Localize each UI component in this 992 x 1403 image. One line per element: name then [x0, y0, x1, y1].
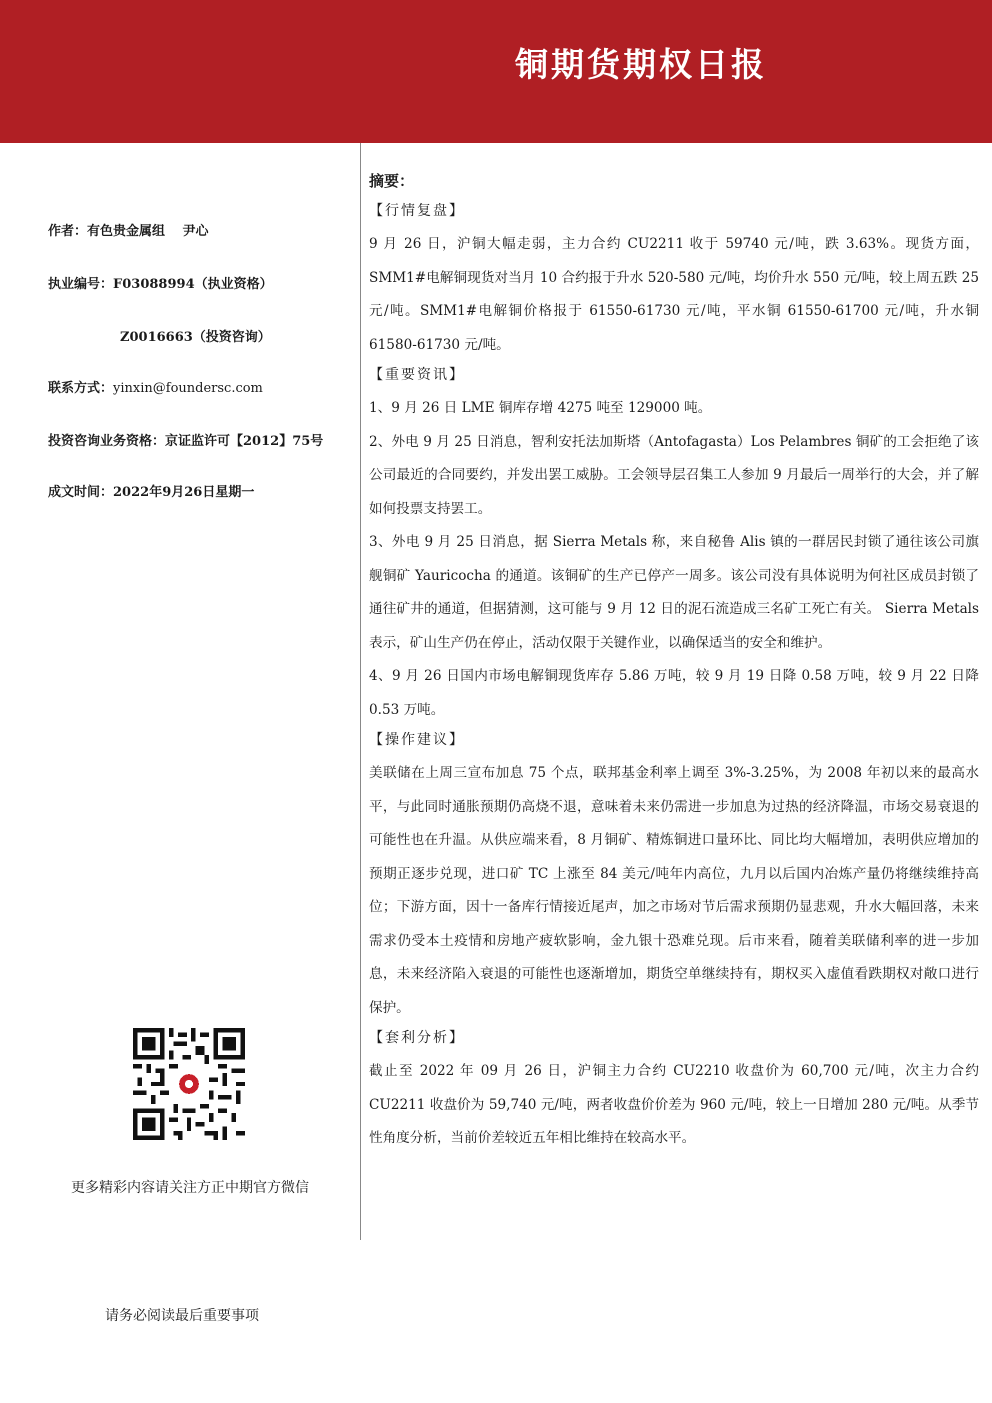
paragraph: 2、外电 9 月 25 日消息，智利安托法加斯塔（Antofagasta）Los Pelambres 铜矿的工会拒绝了该公司最近的合同要约，并发出罢工威胁。工会领导层召集工人参加 9 月最后一周举行的大会，并了解如何投票支持罢工。 — [369, 433, 979, 517]
section-market-review — [369, 198, 979, 362]
important-notice[interactable]: 请务必阅读最后重要事项 — [105, 1308, 259, 1324]
paragraph: 1、9 月 26 日 LME 铜库存增 4275 吨至 129000 吨。 — [369, 400, 712, 416]
report-title: 铜期货期权日报 — [515, 45, 767, 84]
license-row — [48, 275, 273, 295]
qualification-row — [48, 432, 323, 452]
header-banner — [0, 0, 992, 143]
wechat-qr-code — [133, 1028, 245, 1140]
license-number-1: F03088994（执业资格） — [113, 277, 273, 292]
section-heading: 【套利分析】 — [369, 1030, 465, 1046]
qualification-label: 投资咨询业务资格： — [48, 434, 166, 449]
section-arbitrage-analysis — [369, 1025, 979, 1156]
column-divider — [360, 143, 361, 1240]
section-heading: 【操作建议】 — [369, 732, 465, 748]
license-row-2 — [120, 328, 271, 348]
author-value: 有色贵金属组 尹心 — [87, 224, 209, 239]
section-heading: 【行情复盘】 — [369, 203, 465, 219]
contact-row — [48, 379, 263, 399]
qr-caption: 更多精彩内容请关注方正中期官方微信 — [71, 1180, 309, 1196]
contact-email[interactable]: yinxin@foundersc.com — [113, 381, 263, 396]
paragraph: 4、9 月 26 日国内市场电解铜现货库存 5.86 万吨，较 9 月 19 日降 0.58 万吨，较 9 月 22 日降 0.53 万吨。 — [369, 668, 979, 718]
date-row — [48, 483, 254, 503]
date-label: 成文时间： — [48, 485, 114, 500]
paragraph: 美联储在上周三宣布加息 75 个点，联邦基金利率上调至 3%-3.25%，为 2008 年初以来的最高水平，与此同时通胀预期仍高烧不退，意味着未来仍需进一步加息为过热的经济降温，市场交易衰退的可能性也在升温。从供应端来看，8 月铜矿、精炼铜进口量环比、同比均大幅增加，表明供应增加的预期正逐步兑现，进口矿 TC 上涨至 84 美元/吨年内高位，九月以后国内冶炼产量仍将继续维持高位；下游方面，因十一备库行情接近尾声，加之市场对节后需求预期仍显悲观，升水大幅回落，未来需求仍受本土疫情和房地产疲软影响，金九银十恐难兑现。后市来看，随着美联储利率的进一步加息，未来经济陷入衰退的可能性也逐渐增加，期货空单继续持有，期权买入虚值看跌期权对敞口进行保护。 — [369, 765, 979, 1016]
author-row — [48, 222, 209, 242]
section-heading: 【重要资讯】 — [369, 367, 465, 383]
contact-label: 联系方式： — [48, 381, 114, 396]
date-value: 2022年9月26日星期一 — [113, 485, 255, 500]
qualification-value: 京证监许可【2012】75号 — [165, 434, 324, 449]
summary-title: 摘要： — [369, 172, 415, 190]
paragraph: 9 月 26 日，沪铜大幅走弱，主力合约 CU2211 收于 59740 元/吨，跌 3.63%。现货方面，SMM1#电解铜现货对当月 10 合约报于升水 520-580 元/吨，均价升水 550 元/吨，较上周五跌 25 元/吨。SMM1#电解铜价格报于 61550-61730 元/吨，平水铜 61550-61700 元/吨，升水铜 61580-61730 元/吨。 — [369, 236, 979, 353]
paragraph: 截止至 2022 年 09 月 26 日，沪铜主力合约 CU2210 收盘价为 60,700 元/吨，次主力合约 CU2211 收盘价为 59,740 元/吨，两者收盘价价差为 960 元/吨，较上一日增加 280 元/吨。从季节性角度分析，当前价差较近五年相比维持在较高水平。 — [369, 1063, 979, 1146]
summary-content — [369, 168, 979, 1156]
license-number-2: Z0016663（投资咨询） — [120, 330, 271, 345]
section-trading-advice — [369, 727, 979, 1025]
license-label: 执业编号： — [48, 277, 114, 292]
author-label: 作者： — [48, 224, 88, 239]
section-key-news — [369, 362, 979, 727]
paragraph: 3、外电 9 月 25 日消息，据 Sierra Metals 称，来自秘鲁 Alis 镇的一群居民封锁了通往该公司旗舰铜矿 Yauricocha 的通道。该铜矿的生产已停产一周多。该公司没有具体说明为何社区成员封锁了通往矿井的通道，但据猜测，这可能与 9 月 12 日的泥石流造成三名矿工死亡有关。 Sierra Metals 表示，矿山生产仍在停止，活动仅限于关键作业，以确保适当的安全和维护。 — [369, 534, 979, 651]
